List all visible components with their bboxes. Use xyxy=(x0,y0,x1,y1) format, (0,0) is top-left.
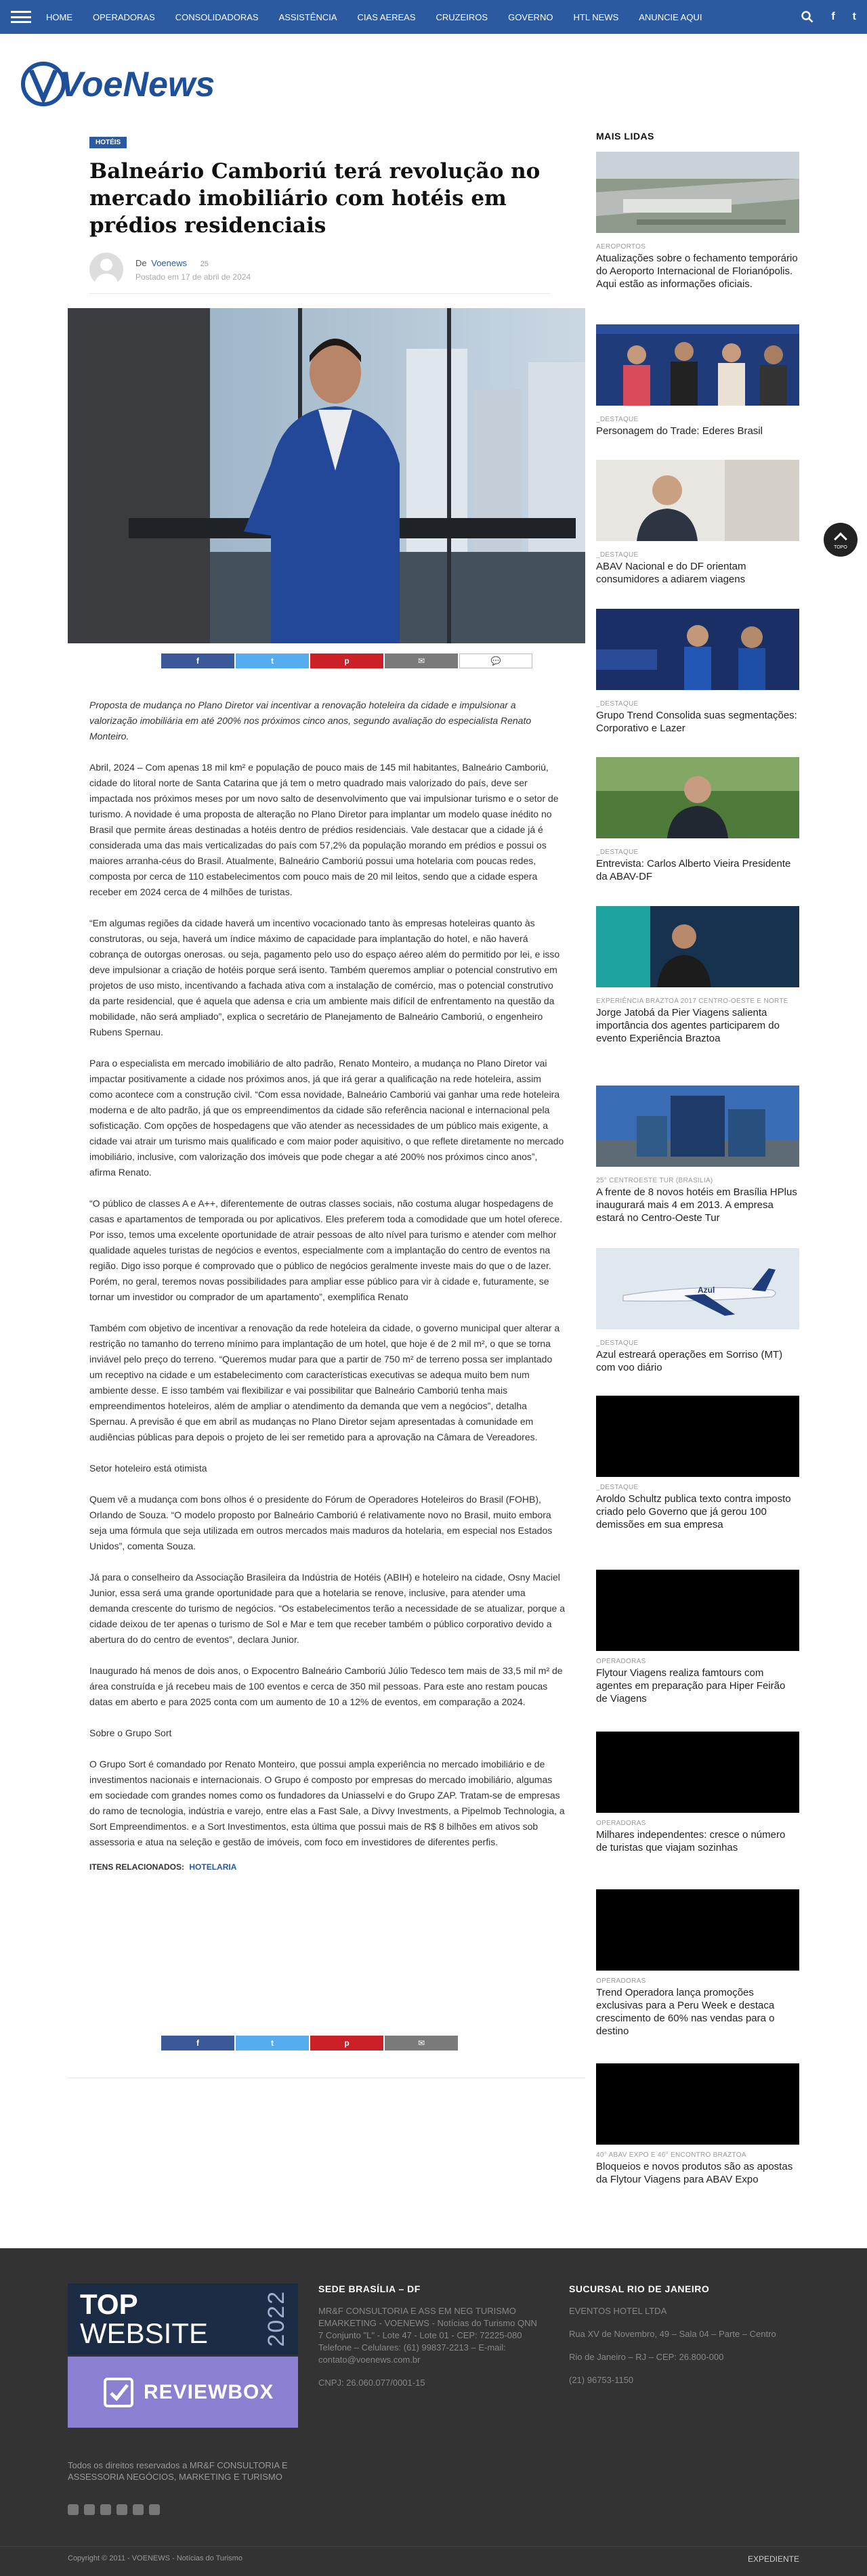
sidebar-heading: MAIS LIDAS xyxy=(596,131,654,142)
item-title[interactable]: Bloqueios e novos produtos são as apostas da Flytour Viagens para ABAV Expo xyxy=(596,2161,793,2185)
share-bar-bottom xyxy=(161,2036,458,2051)
logo-text: VoeNews xyxy=(60,65,215,104)
item-title[interactable]: Grupo Trend Consolida suas segmentações: Corporativo e Lazer xyxy=(596,710,797,734)
sidebar-item[interactable] xyxy=(596,2063,799,2186)
item-category: _DESTAQUE xyxy=(596,551,639,559)
nav-consolidadoras[interactable]: CONSOLIDADORAS xyxy=(175,12,259,22)
author-link[interactable]: Voenews xyxy=(151,257,188,268)
copyright: Copyright © 2011 - VOENEWS - Notícias do Turismo xyxy=(68,2554,242,2562)
menu-icon[interactable] xyxy=(11,11,31,23)
article-photo xyxy=(68,308,585,643)
article-lead: Proposta de mudança no Plano Diretor vai incentivar a renovação hoteleira da cidade e impulsionar a valorização imobiliária em até 200% nos próximos cinco anos, segundo avaliação do especialista Renato Monteiro. xyxy=(89,700,532,742)
item-title[interactable]: Flytour Viagens realiza famtours com agentes em preparação para Hiper Feirão de Viagens xyxy=(596,1667,786,1704)
item-title[interactable]: A frente de 8 novos hotéis em Brasília HPlus inaugurará mais 4 em 2013. A empresa estará no Centro-Oeste Tur xyxy=(596,1186,797,1224)
facebook-icon[interactable]: f xyxy=(831,11,835,22)
paragraph: Abril, 2024 – Com apenas 18 mil km² e população de pouco mais de 145 mil habitantes, Balneário Camboriú, cidade do litoral norte de Santa Catarina que já tem o metro quadrado mais valorizado do país, deve ser impactada nos próximos meses por um novo salto de desenvolvimento que vai impulsionar turismo e o setor de turismo. A novidade é uma proposta de alteração no Plano Diretor para implantar um modelo quase inédito no Brasil que permite áreas destinadas a hotéis dentro de prédios residenciais. Vale destacar que a cidade já é considerada uma das mais verticalizadas do país com 57,2% da população morando em prédios e possui os maiores arranha-céus do Brasil. Atualmente, Balneário Camboriú possui uma hotelaria com poucas redes, composta por cerca de 110 estabelecimentos com pouco mais de 20 mil leitos, sendo que a cidade espera receber em 2024 cerca de 4 milhões de turistas. xyxy=(89,762,559,897)
paragraph: Já para o conselheiro da Associação Brasileira da Indústria de Hotéis (ABIH) e hoteleiro na cidade, Osny Maciel Junior, essa será uma grande oportunidade para que a hotelaria se renove, inclusive, para atender uma demanda crescente do turismo de negócios. “Os estabelecimentos terão a necessidade de se atualizar, porque a cidade deixou de ter apenas o turismo de Sol e Mar e tem que receber também o público corporativo devido a abertura do do centro de eventos”, declara Junior. xyxy=(89,1572,565,1645)
youtube-icon[interactable] xyxy=(133,2504,144,2515)
sidebar-most-read xyxy=(596,131,799,2185)
item-title[interactable]: Trend Operadora lança promoções exclusivas para a Peru Week e destaca crescimento de 60% nas vendas para o destino xyxy=(596,1987,775,2037)
expediente-link[interactable]: EXPEDIENTE xyxy=(747,2554,799,2564)
item-category: _DESTAQUE xyxy=(596,416,639,423)
paragraph: Para o especialista em mercado imobiliário de alto padrão, Renato Monteiro, a mudança no Plano Diretor vai impactar positivamente a cidade nos próximos anos, já que irá gerar a qualificação na rede hoteleira, assim como acontece com a construção civil. “Com essa novidade, Balneário Camboriú vai ganhar uma rede hoteleira moderna e de alto padrão, já que os empreendimentos da cidade são referência nacional e internacional pela sofisticação. Com opções de hospedagens que vão atender as necessidades de um público mais exigente, a cidade vai atrair um turismo mais qualificado e com maior poder aquisitivo, o que reflete diretamente no mercado imobiliário, inclusive, com valorização dos imóveis que pode chegar a até 200% nos próximos cinco anos”, afirma Renato. xyxy=(89,1058,564,1178)
item-category: _DESTAQUE xyxy=(596,1484,639,1491)
sidebar-item[interactable] xyxy=(596,324,799,437)
nav-home[interactable]: HOME xyxy=(46,12,72,22)
sidebar-item[interactable] xyxy=(596,1570,799,1705)
related-items xyxy=(89,1860,565,1875)
facebook-icon[interactable] xyxy=(68,2504,79,2515)
item-category: 25° CENTROESTE TUR (BRASILIA) xyxy=(596,1177,713,1184)
divider xyxy=(89,293,550,294)
col-address: Rua XV de Novembro, 49 – Sala 04 – Parte – Centro xyxy=(569,2329,776,2339)
sidebar-item[interactable] xyxy=(596,1248,799,1374)
top-website-badge[interactable] xyxy=(68,2283,298,2355)
item-category: EXPERIÊNCIA BRAZTOA 2017 CENTRO-OESTE E NORTE xyxy=(596,997,788,1005)
item-category: OPERADORAS xyxy=(596,1658,646,1665)
article xyxy=(68,135,585,2048)
pinterest-icon[interactable] xyxy=(100,2504,111,2515)
sidebar-item[interactable] xyxy=(596,460,799,586)
col-phone: (21) 96753-1150 xyxy=(569,2375,634,2385)
item-category: 40° ABAV EXPO E 46° ENCONTRO BRAZTOA xyxy=(596,2151,746,2159)
post-date: Postado em 17 de abril de 2024 xyxy=(135,272,251,282)
top-navigation xyxy=(0,0,867,34)
badge-website: WEBSITE xyxy=(80,2317,209,2349)
article-title: Balneário Camboriú terá revolução no mercado imobiliário com hotéis em prédios residenciais xyxy=(89,159,541,238)
item-category: OPERADORAS xyxy=(596,1820,646,1827)
twitter-icon[interactable] xyxy=(84,2504,95,2515)
paragraph: Também com objetivo de incentivar a renovação da rede hoteleira da cidade, o governo municipal quer alterar a restrição no tamanho do terreno mínimo para implantação de um hotel, que hoje é de 2 mil m², o que se torna inviável pelo preço do terreno. “Queremos mudar para que a partir de 750 m² de terreno possa ser implantado um receptivo na cidade e um estabelecimento com características executivas se adequa muito bem num ambiente desse. E isso também vai flexibilizar e vai possibilitar que Balneário Camboriú tenha mais empreendimentos hoteleiros, além de ampliar o atendimento da demanda que vem a negócios”, detalha Spernau. A previsão é que em abril as mudanças no Plano Diretor sejam apresentadas à comunidade em audiências públicas para depois o projeto de lei ser remetido para a aprovação na Câmara de Vereadores. xyxy=(89,1323,560,1442)
checkmark-box-icon xyxy=(103,2377,134,2408)
item-title[interactable]: ABAV Nacional e do DF orientam consumidores a adiarem viagens xyxy=(596,561,746,585)
item-category: AEROPORTOS xyxy=(596,243,646,251)
sidebar-item[interactable] xyxy=(596,1086,799,1224)
subheading: Sobre o Grupo Sort xyxy=(89,1727,172,1738)
subheading: Setor hoteleiro está otimista xyxy=(89,1463,207,1474)
rss-icon[interactable] xyxy=(149,2504,160,2515)
thumbnail-interview xyxy=(596,757,799,838)
share-twitter-button[interactable]: t xyxy=(236,653,309,668)
col-cnpj: CNPJ: 26.060.077/0001-15 xyxy=(318,2378,425,2388)
share-email-button[interactable]: ✉ xyxy=(385,653,458,668)
sidebar-item[interactable] xyxy=(596,757,799,883)
footer-social xyxy=(68,2504,160,2515)
sidebar-item[interactable] xyxy=(596,609,799,735)
item-title[interactable]: Personagem do Trade: Ederes Brasil xyxy=(596,425,763,437)
item-category: _DESTAQUE xyxy=(596,700,639,708)
nav-operadoras[interactable]: OPERADORAS xyxy=(93,12,155,22)
share-pinterest-button[interactable]: p xyxy=(310,2036,383,2051)
col-city: Rio de Janeiro – RJ – CEP: 26.800-000 xyxy=(569,2352,724,2362)
related-label: ITENS RELACIONADOS: xyxy=(89,1862,185,1872)
back-to-top-button[interactable] xyxy=(824,523,858,557)
author-prefix: De xyxy=(135,257,147,268)
item-title[interactable]: Jorge Jatobá da Pier Viagens salienta importância dos agentes participarem do evento Experiência Braztoa xyxy=(596,1007,780,1044)
author-line xyxy=(135,258,251,268)
paragraph: “Em algumas regiões da cidade haverá um incentivo vocacionado tanto às empresas hoteleiras quanto às construtoras, ou seja, haverá um índice máximo de capacidade para implantação do hotel, e não haverá cobrança de outorgas onerosas. ou seja, pagamento pelo uso do espaço aéreo além do permitido por lei, e isso deve impulsionar a criação de hotéis porque será isento. Também queremos ampliar o potencial construtivo em projetos de uso misto, incentivando a fachada ativa com a instalação de comércio, mas o potencial construtivo da parte residencial, que é aquela que adensa e cria um ambiente mais difícil de enfrentamento na questão da mobilidade, não será ampliado”, explica o secretário de Planejamento de Balneário Camboriú, o engenheiro Rubens Spernau. xyxy=(89,918,560,1037)
thumbnail-airport xyxy=(596,152,799,233)
thumbnail-azul-plane xyxy=(596,1248,799,1329)
item-title[interactable]: Atualizações sobre o fechamento temporário do Aeroporto Internacional de Florianópolis. Aqui estão as informações oficiais. xyxy=(596,253,798,290)
share-email-button[interactable]: ✉ xyxy=(385,2036,458,2051)
twitter-icon[interactable]: t xyxy=(852,11,856,22)
byline xyxy=(89,251,585,288)
item-category: OPERADORAS xyxy=(596,1977,646,1985)
instagram-icon[interactable] xyxy=(117,2504,127,2515)
nav-actions xyxy=(801,0,856,34)
divider xyxy=(0,2546,867,2547)
col-company: EVENTOS HOTEL LTDA xyxy=(569,2306,667,2316)
svg-text:Azul: Azul xyxy=(698,1285,715,1295)
share-pinterest-button[interactable]: p xyxy=(310,653,383,668)
footer-col-brasilia xyxy=(318,2283,542,2389)
author-avatar[interactable] xyxy=(89,253,123,286)
paragraph: Inaugurado há menos de dois anos, o Expocentro Balneário Camboriú Júlio Tedesco tem mais de 33,5 mil m² de área construída e já recebeu mais de 100 eventos e cerca de 350 mil pessoas. Para este ano restam poucas datas em aberto e para 2025 conta com um aumento de 10 a 12% de eventos, em comparação a 2024. xyxy=(89,1665,563,1707)
thumbnail-portrait xyxy=(596,460,799,541)
share-facebook-button[interactable]: f xyxy=(161,653,234,668)
item-category: _DESTAQUE xyxy=(596,849,639,856)
nav-governo[interactable]: GOVERNO xyxy=(508,12,553,22)
site-logo[interactable] xyxy=(20,54,251,115)
thumbnail-trend-group xyxy=(596,609,799,690)
item-title[interactable]: Entrevista: Carlos Alberto Vieira Presidente da ABAV-DF xyxy=(596,858,791,882)
sidebar-item[interactable] xyxy=(596,1396,799,1531)
item-title[interactable]: Azul estreará operações em Sorriso (MT) com voo diário xyxy=(596,1349,783,1373)
share-facebook-button[interactable]: f xyxy=(161,2036,234,2051)
thumbnail-event xyxy=(596,906,799,987)
related-tag-link[interactable]: HOTELARIA xyxy=(189,1862,237,1872)
paragraph: O Grupo Sort é comandado por Renato Monteiro, que possui ampla experiência no mercado imobiliário e de investimentos nacionais e internacionais. O Grupo é composto por empresas do mercado imobiliário, algumas em sociedade com grandes nomes como os fundadores da Uniasselvi e do Grupo ZAP. Tratam-se de empresas do ramo de tecnologia, indústria e varejo, entre elas a Fast Sale, a Divvy Investments, a Pipelmob Technologia, a Sort Empreendimentos. e a Sort Investimentos, esta última que possui mais de R$ 8 bilhões em ativos sob assessoria e atua na seleção e gestão de imóveis, com foco em investidores de diferentes perfis. xyxy=(89,1759,565,1847)
paragraph: Quem vê a mudança com bons olhos é o presidente do Fórum de Operadores Hoteleiros do Brasil (FOHB), Orlando de Souza. “O modelo proposto por Balneário Camboriú é relativamente novo no Brasil, muito embora seja uma fórmula que seja utilizada em outros mercados mais maduros da hotelaria, em especial nos Estados Unidos”, comenta Souza. xyxy=(89,1494,553,1551)
thumbnail-placeholder xyxy=(596,1396,799,1477)
nav-cruzeiros[interactable]: CRUZEIROS xyxy=(436,12,488,22)
footer-col-rio xyxy=(569,2283,792,2386)
nav-cias-aereas[interactable]: CIAS AEREAS xyxy=(357,12,416,22)
reviewbox-label: REVIEWBOX xyxy=(144,2380,274,2403)
reviewbox-badge[interactable] xyxy=(68,2357,298,2428)
item-category: _DESTAQUE xyxy=(596,1339,639,1347)
thumbnail-people xyxy=(596,324,799,406)
thumbnail-hotel xyxy=(596,1086,799,1167)
sidebar-item[interactable] xyxy=(596,152,799,291)
nav-anuncie-aqui[interactable]: ANUNCIE AQUI xyxy=(639,12,702,22)
item-title[interactable]: Aroldo Schultz publica texto contra imposto criado pelo Governo que já gerou 100 demissões em sua empresa xyxy=(596,1493,791,1530)
sidebar-item[interactable] xyxy=(596,1732,799,1854)
sidebar-item[interactable] xyxy=(596,1889,799,2038)
chevron-up-icon xyxy=(834,532,847,546)
sidebar-item[interactable] xyxy=(596,906,799,1045)
badge-top: TOP xyxy=(80,2288,138,2320)
col-text: MR&F CONSULTORIA E ASS EM NEG TURISMO EMARKETING - VOENEWS - Notícias do Turismo QNN 7 Conjunto "L" - Lote 47 - Lote 01 - CEP: 72225-080 Telefone – Celulares: (61) 99837-2213 – E-mail: contato@voenews.com.br xyxy=(318,2306,537,2365)
nav-assistencia[interactable]: ASSISTÊNCIA xyxy=(278,12,337,22)
col-title: SEDE BRASÍLIA – DF xyxy=(318,2283,421,2294)
thumbnail-placeholder xyxy=(596,1732,799,1813)
site-footer xyxy=(0,2248,867,2576)
comment-count[interactable]: 25 xyxy=(200,259,209,268)
thumbnail-placeholder xyxy=(596,2063,799,2145)
search-icon[interactable] xyxy=(801,11,813,23)
badge-year: 2022 xyxy=(263,2290,289,2347)
comments-button[interactable]: 💬 xyxy=(459,653,532,668)
thumbnail-placeholder xyxy=(596,1889,799,1971)
category-badge[interactable]: HOTÉIS xyxy=(89,137,127,148)
back-to-top-label: TOPO xyxy=(834,544,847,550)
item-title[interactable]: Milhares independentes: cresce o número de turistas que viajam sozinhas xyxy=(596,1829,786,1853)
paragraph: “O público de classes A e A++, diferentemente de outras classes sociais, não costuma alugar hospedagens de casas e apartamentos de temporada ou por aplicativos. Eles preferem toda a comodidade que um hotel oferece. Por isso, temos uma excelente oportunidade de atrair pessoas de alto nível para turismo e atender com melhor qualidade aqueles turistas de negócios e eventos, especialmente com a implantação do centro de eventos na região. Digo isso porque é comprovado que o público de negócios geralmente investe mais do que o de lazer. Porém, no geral, teremos novas possibilidades para ampliar esse público para vir à cidade e, futuramente, se tornar um investidor ou comprador de um apartamento”, exemplifica Renato xyxy=(89,1198,563,1302)
thumbnail-placeholder xyxy=(596,1570,799,1651)
article-body xyxy=(89,697,565,1875)
share-twitter-button[interactable]: t xyxy=(236,2036,309,2051)
nav-htl-news[interactable]: HTL NEWS xyxy=(573,12,619,22)
share-bar-top xyxy=(161,653,532,668)
col-title: SUCURSAL RIO DE JANEIRO xyxy=(569,2283,710,2294)
footer-rights: Todos os direitos reservados a MR&F CONSULTORIA E ASSESSORIA NEGÓCIOS, MARKETING E TURISMO xyxy=(68,2460,288,2482)
